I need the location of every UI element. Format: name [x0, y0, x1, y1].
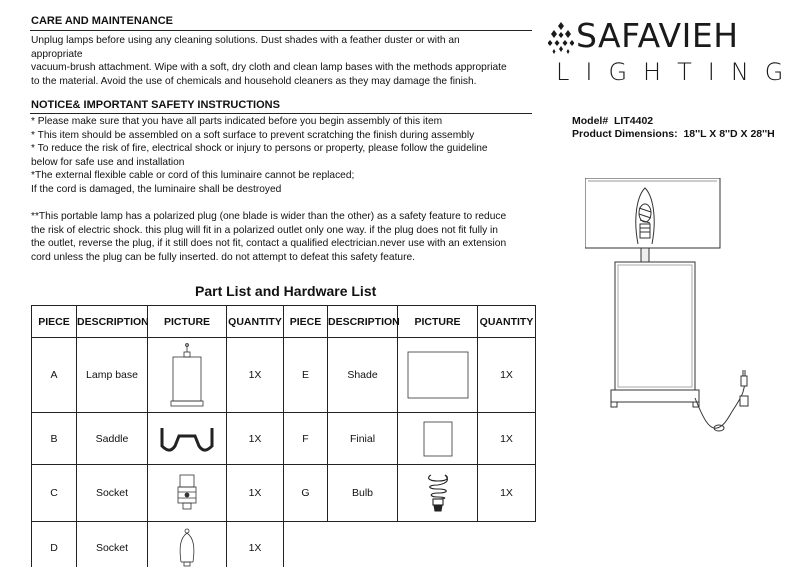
piece-quantity: 1X — [227, 522, 284, 567]
safavieh-logo-icon — [548, 22, 574, 56]
piece-letter: B — [32, 413, 77, 465]
finial-icon — [423, 421, 453, 457]
piece-letter: G — [284, 465, 328, 522]
header-picture: PICTURE — [148, 306, 227, 338]
parts-table — [31, 305, 536, 567]
piece-description: Socket — [77, 465, 148, 522]
piece-quantity: 1X — [478, 413, 536, 465]
table-row — [32, 338, 536, 413]
piece-description: Finial — [328, 413, 398, 465]
piece-description: Socket — [77, 522, 148, 567]
piece-letter: E — [284, 338, 328, 413]
table-header-row — [32, 306, 536, 338]
safety-paragraph: * Please make sure that you have all parts indicated before you begin assembly of this item * This item should be assembled on a soft surface to prevent scratching the finish during assembly * To reduce the risk of fire, electrical shock or injury to persons or property, please follow the guideline below for safe use and installation *The external flexible cable or cord of this luminaire cannot be replaced; If the cord is damaged, the luminaire shall be destroyed — [31, 116, 488, 195]
lamp-assembly-illustration — [585, 178, 755, 438]
piece-quantity: 1X — [478, 338, 536, 413]
shade-icon — [407, 351, 469, 399]
lamp-base-icon — [169, 342, 205, 408]
care-paragraph: Unplug lamps before using any cleaning solutions. Dust shades with a feather duster or with an appropriate vacuum-brush attachment. Wipe with a soft, dry cloth and clean lamp bases with the methods appropriate to the material. Avoid the use of chemicals and household cleaners as they may damage the finish. — [31, 35, 507, 87]
piece-description: Saddle — [77, 413, 148, 465]
table-row — [32, 465, 536, 522]
lamp-base-outline — [615, 262, 695, 390]
piece-description: Lamp base — [77, 338, 148, 413]
divider — [30, 113, 532, 114]
divider — [30, 30, 532, 31]
base-plinth — [611, 390, 699, 402]
piece-quantity: 1X — [227, 413, 284, 465]
piece-description: Bulb — [328, 465, 398, 522]
parts-list-title: Part List and Hardware List — [195, 283, 377, 299]
piece-description: Shade — [328, 338, 398, 413]
table-row — [32, 522, 536, 567]
piece-letter: A — [32, 338, 77, 413]
socket-outline — [640, 224, 650, 238]
bulb-icon — [425, 471, 451, 515]
model-number: Model# LIT4402 — [572, 115, 654, 127]
piece-quantity: 1X — [227, 465, 284, 522]
header-quantity: QUANTITY — [478, 306, 536, 338]
plug — [741, 376, 747, 386]
safety-heading: NOTICE& IMPORTANT SAFETY INSTRUCTIONS — [31, 99, 280, 111]
header-description: DESCRIPTION — [77, 306, 148, 338]
power-cord — [695, 384, 745, 428]
shade-outline — [585, 178, 720, 248]
header-picture: PICTURE — [398, 306, 478, 338]
socket-icon — [175, 474, 199, 512]
brand-name: SAFAVIEH — [576, 16, 739, 55]
piece-letter: D — [32, 522, 77, 567]
header-piece: PIECE — [284, 306, 328, 338]
saddle-icon — [159, 424, 215, 454]
header-description: DESCRIPTION — [328, 306, 398, 338]
header-quantity: QUANTITY — [227, 306, 284, 338]
product-dimensions: Product Dimensions: 18''L X 8''D X 28''H — [572, 128, 775, 140]
cord-switch — [740, 396, 748, 406]
plug-paragraph: **This portable lamp has a polarized plug (one blade is wider than the other) as a safety feature to reduce the risk of electric shock. this plug will fit in a polarized outlet only one way. if the plug does not fit fully in the outlet, reverse the plug, if it still does not fit, contact a qualified electrician.never use with an extension cord unless the plug can be fully inserted. do not attempt to defeat this safety feature. — [31, 211, 507, 263]
brand-subtitle: LIGHTING — [556, 58, 800, 86]
table-row — [32, 413, 536, 465]
piece-quantity: 1X — [227, 338, 284, 413]
piece-letter: F — [284, 413, 328, 465]
header-piece: PIECE — [32, 306, 77, 338]
piece-quantity: 1X — [478, 465, 536, 522]
harp-icon — [176, 528, 198, 567]
piece-letter: C — [32, 465, 77, 522]
care-heading: CARE AND MAINTENANCE — [31, 15, 173, 27]
